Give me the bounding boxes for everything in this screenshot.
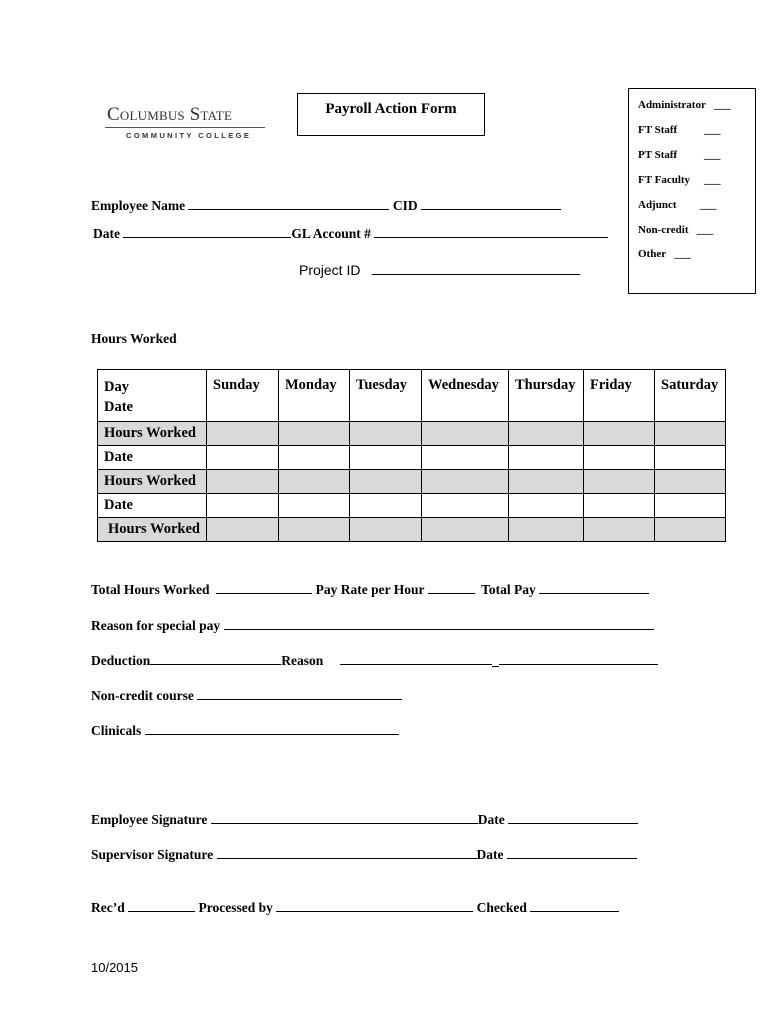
project-id-field[interactable] xyxy=(372,262,580,275)
category-ft-faculty[interactable] xyxy=(638,174,721,186)
employee-name-label: Employee Name xyxy=(91,198,186,213)
hours-cell[interactable] xyxy=(509,470,584,494)
noncredit-course-label: Non-credit course xyxy=(91,688,194,703)
hours-cell[interactable] xyxy=(279,422,350,446)
category-blank[interactable]: ___ xyxy=(704,149,721,161)
category-non-credit[interactable] xyxy=(638,224,713,236)
hours-table xyxy=(97,369,726,542)
hours-cell[interactable] xyxy=(207,518,279,542)
employee-signature-date-label: Date xyxy=(477,812,505,827)
reason-field-mid: _ xyxy=(492,653,499,668)
date-cell[interactable] xyxy=(279,494,350,518)
category-blank[interactable]: ___ xyxy=(704,174,721,186)
pay-rate-field[interactable] xyxy=(428,581,475,594)
reason-field-continued[interactable] xyxy=(499,652,658,665)
recd-field[interactable] xyxy=(128,899,195,912)
date-cell[interactable] xyxy=(207,494,279,518)
category-label: Non-credit xyxy=(638,224,689,236)
noncredit-course-row xyxy=(91,687,402,704)
hours-cell[interactable] xyxy=(584,422,655,446)
day-header-thursday: Thursday xyxy=(509,370,584,422)
employee-signature-row xyxy=(91,811,638,828)
hours-cell[interactable] xyxy=(584,470,655,494)
employee-name-row xyxy=(91,197,561,214)
category-label: Administrator xyxy=(638,99,706,111)
category-label: PT Staff xyxy=(638,149,678,161)
day-header-sunday: Sunday xyxy=(207,370,279,422)
clinicals-row xyxy=(91,722,399,739)
table-row xyxy=(98,470,726,494)
hours-cell[interactable] xyxy=(279,518,350,542)
reason-field[interactable] xyxy=(340,652,492,665)
category-blank[interactable]: ___ xyxy=(696,224,714,236)
category-blank[interactable]: ___ xyxy=(700,199,717,211)
category-label: FT Staff xyxy=(638,124,678,136)
category-label: Other xyxy=(638,248,667,260)
hours-cell[interactable] xyxy=(279,470,350,494)
cid-field[interactable] xyxy=(421,197,561,210)
supervisor-signature-date-label: Date xyxy=(476,847,504,862)
hours-cell[interactable] xyxy=(350,470,422,494)
hours-cell[interactable] xyxy=(655,470,726,494)
deduction-label: Deduction xyxy=(91,653,151,668)
table-row xyxy=(98,494,726,518)
date-cell[interactable] xyxy=(509,494,584,518)
date-cell[interactable] xyxy=(509,446,584,470)
date-cell[interactable] xyxy=(350,446,422,470)
checked-label: Checked xyxy=(476,900,527,915)
table-row xyxy=(98,422,726,446)
deduction-row xyxy=(91,652,658,669)
hours-cell[interactable] xyxy=(422,422,509,446)
noncredit-course-field[interactable] xyxy=(197,687,402,700)
date-cell[interactable] xyxy=(584,494,655,518)
category-label: FT Faculty xyxy=(638,174,691,186)
category-blank[interactable]: ___ xyxy=(714,99,731,111)
reason-label: Reason xyxy=(281,653,324,668)
hours-cell[interactable] xyxy=(350,422,422,446)
hours-cell[interactable] xyxy=(655,422,726,446)
date-cell[interactable] xyxy=(655,494,726,518)
college-logo-subtitle: COMMUNITY COLLEGE xyxy=(126,131,252,140)
reason-special-field[interactable] xyxy=(224,617,654,630)
day-header-monday: Monday xyxy=(279,370,350,422)
date-cell[interactable] xyxy=(207,446,279,470)
hours-worked-row-label: Hours Worked xyxy=(98,470,207,494)
total-pay-label: Total Pay xyxy=(481,582,536,597)
hours-cell[interactable] xyxy=(350,518,422,542)
day-header-wednesday: Wednesday xyxy=(422,370,509,422)
reason-special-row xyxy=(91,617,654,634)
supervisor-signature-row xyxy=(91,846,637,863)
date-gl-row xyxy=(93,225,608,242)
processed-by-label: Processed by xyxy=(198,900,273,915)
category-other[interactable] xyxy=(638,248,691,260)
form-revision-date: 10/2015 xyxy=(91,960,138,975)
clinicals-field[interactable] xyxy=(145,722,399,735)
total-hours-field[interactable] xyxy=(216,581,312,594)
hours-cell[interactable] xyxy=(509,422,584,446)
employee-signature-field[interactable] xyxy=(211,811,478,824)
category-blank[interactable]: ___ xyxy=(704,124,721,136)
category-pt-staff[interactable] xyxy=(638,149,721,161)
hours-worked-row-label: Hours Worked xyxy=(98,422,207,446)
college-logo-name: Columbus State xyxy=(107,104,233,125)
pay-rate-label: Pay Rate per Hour xyxy=(315,582,425,597)
supervisor-signature-label: Supervisor Signature xyxy=(91,847,214,862)
category-adjunct[interactable] xyxy=(638,199,717,211)
hours-cell[interactable] xyxy=(655,518,726,542)
supervisor-signature-date-field[interactable] xyxy=(507,846,637,859)
table-row xyxy=(98,446,726,470)
hours-worked-row-label: Hours Worked xyxy=(98,518,207,542)
day-date-header-cell xyxy=(98,370,207,422)
date-cell[interactable] xyxy=(584,446,655,470)
logo-divider xyxy=(105,127,265,128)
deduction-field[interactable] xyxy=(150,652,281,665)
table-row xyxy=(98,518,726,542)
hours-cell[interactable] xyxy=(207,422,279,446)
supervisor-signature-field[interactable] xyxy=(217,846,477,859)
category-ft-staff[interactable] xyxy=(638,124,721,136)
employee-name-field[interactable] xyxy=(188,197,389,210)
processed-by-field[interactable] xyxy=(276,899,473,912)
hours-cell[interactable] xyxy=(509,518,584,542)
form-title: Payroll Action Form xyxy=(297,93,485,136)
date-row-label: Date xyxy=(98,446,207,470)
hours-cell[interactable] xyxy=(422,470,509,494)
checked-field[interactable] xyxy=(530,899,619,912)
date-cell[interactable] xyxy=(350,494,422,518)
day-header-saturday: Saturday xyxy=(655,370,726,422)
recd-label: Rec’d xyxy=(91,900,125,915)
date-label: Date xyxy=(104,399,133,415)
employee-signature-label: Employee Signature xyxy=(91,812,208,827)
total-pay-field[interactable] xyxy=(539,581,649,594)
processing-row xyxy=(91,899,619,916)
hours-cell[interactable] xyxy=(584,518,655,542)
hours-cell[interactable] xyxy=(207,470,279,494)
day-header-tuesday: Tuesday xyxy=(350,370,422,422)
date-cell[interactable] xyxy=(422,446,509,470)
hours-worked-heading: Hours Worked xyxy=(91,331,177,346)
date-field[interactable] xyxy=(123,225,291,238)
gl-account-field[interactable] xyxy=(374,225,608,238)
category-administrator[interactable] xyxy=(638,99,731,111)
date-label: Date xyxy=(93,226,120,241)
employee-signature-date-field[interactable] xyxy=(508,811,638,824)
category-label: Adjunct xyxy=(638,199,677,211)
reason-special-label: Reason for special pay xyxy=(91,618,221,633)
totals-row xyxy=(91,581,649,598)
project-id-row xyxy=(299,262,580,278)
category-blank[interactable]: ___ xyxy=(674,248,691,260)
project-id-label: Project ID xyxy=(299,262,361,278)
table-header-row xyxy=(98,370,726,422)
employee-category-box xyxy=(628,88,756,294)
date-cell[interactable] xyxy=(422,494,509,518)
date-cell[interactable] xyxy=(279,446,350,470)
cid-label: CID xyxy=(392,198,418,213)
day-label: Day xyxy=(104,379,129,395)
total-hours-label: Total Hours Worked xyxy=(91,582,210,597)
clinicals-label: Clinicals xyxy=(91,723,142,738)
date-cell[interactable] xyxy=(655,446,726,470)
hours-cell[interactable] xyxy=(422,518,509,542)
date-row-label: Date xyxy=(98,494,207,518)
day-header-friday: Friday xyxy=(584,370,655,422)
gl-account-label: GL Account # xyxy=(291,226,371,241)
